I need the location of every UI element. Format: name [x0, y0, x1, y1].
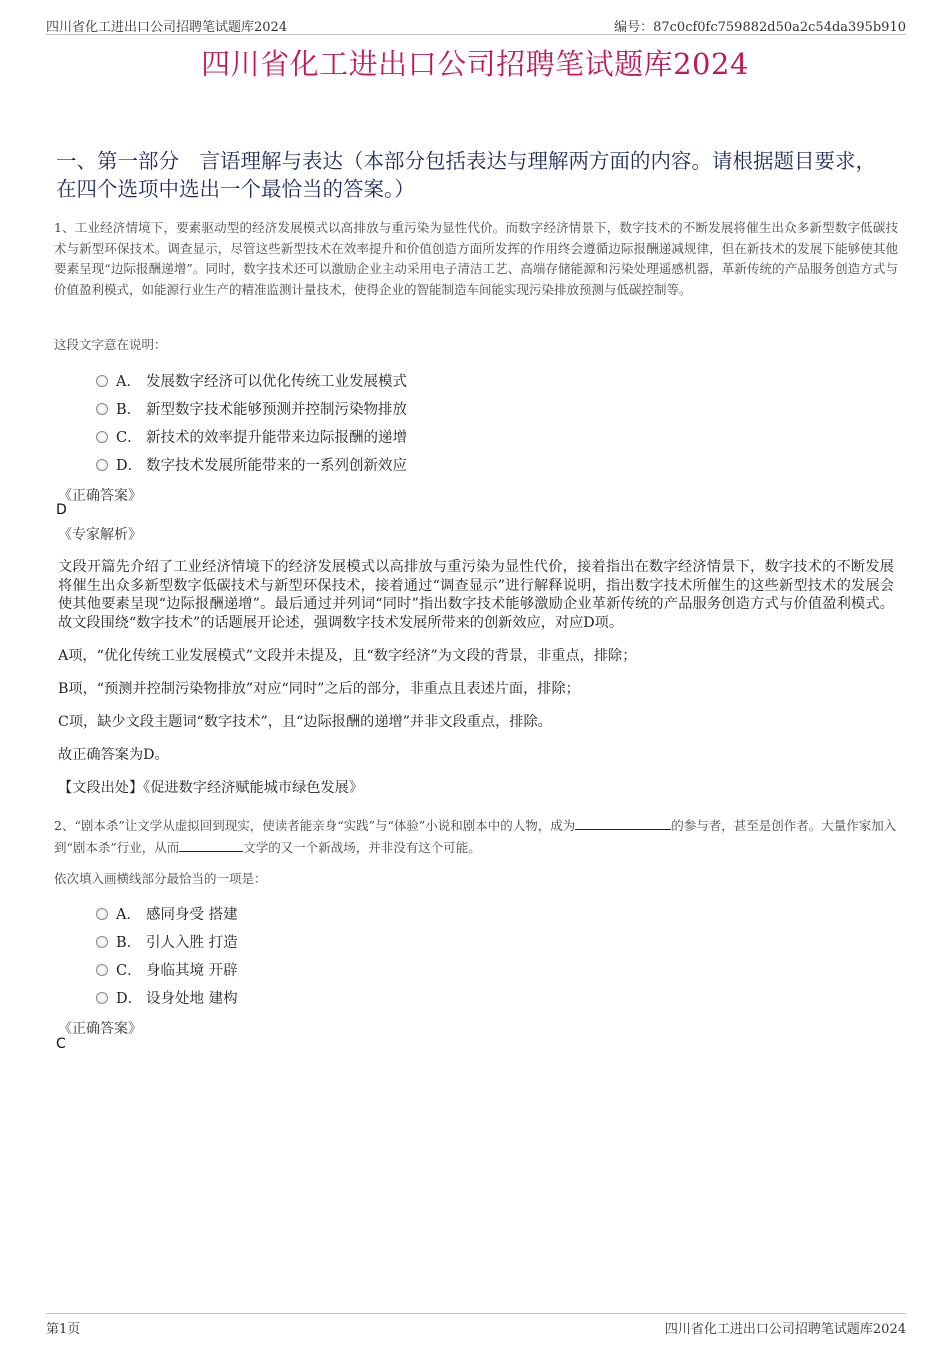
question-2-text — [54, 815, 898, 859]
radio-icon[interactable] — [96, 992, 108, 1004]
question-1-option-d[interactable] — [96, 454, 407, 474]
question-2-answer-label: 《正确答案》 — [58, 1021, 142, 1037]
analysis-paragraph: 文段开篇先介绍了工业经济情境下的经济发展模式以高排放与重污染为显性代价，接着指出在数字经济情景下，数字技术的不断发展将催生出众多新型数字低碳技术与新型环保技术，接着通过“调查显示”进行解释说明，指出数字技术所催生的这些新型技术的发展会使其他要素呈现“边际报酬递增”。最后通过并列词“同时”指出数字技术能够激励企业革新传统的产品服务创造方式与价值盈利模式。故文段围绕“数字技术”的话题展开论述，强调数字技术发展所带来的创新效应，对应D项。 — [58, 559, 894, 631]
option-text: 数字技术发展所能带来的一系列创新效应 — [146, 458, 407, 474]
question-2-option-b[interactable] — [96, 931, 238, 951]
question-2-option-d[interactable] — [96, 987, 238, 1007]
question-2-text-part: 文学的又一个新战场，并非没有这个可能。 — [243, 840, 481, 855]
radio-icon[interactable] — [96, 936, 108, 948]
option-letter: B． — [116, 402, 142, 418]
option-letter: A． — [116, 907, 141, 923]
blank-1 — [575, 817, 671, 830]
question-2-option-c[interactable] — [96, 959, 238, 979]
header-doc-id: 编号：87c0cf0fc759882d50a2c54da395b910 — [614, 20, 906, 35]
footer-doc-title: 四川省化工进出口公司招聘笔试题库2024 — [664, 1322, 906, 1337]
question-1-text: 1、工业经济情境下，要素驱动型的经济发展模式以高排放与重污染为显性代价。而数字经济情景下，数字技术的不断发展将催生出众多新型数字低碳技术与新型环保技术。调查显示，尽管这些新型技术在效率提升和价值创造方面所发挥的作用终会遵循边际报酬递减规律，但在新技术的发展下能够使其他要素呈现“边际报酬递增”。同时，数字技术还可以激励企业主动采用电子清洁工艺、高端存储能源和污染处理遥感机器，革新传统的产品服务创造方式与价值盈利模式，如能源行业生产的精准监测计量技术，使得企业的智能制造车间能实现污染排放预测与低碳控制等。 — [54, 220, 898, 297]
question-1-answer-label: 《正确答案》 — [58, 488, 142, 504]
option-letter: D． — [116, 458, 143, 474]
option-text: 设身处地 建构 — [146, 991, 238, 1007]
radio-icon[interactable] — [96, 908, 108, 920]
question-1-option-a[interactable] — [96, 370, 407, 390]
option-text: 感同身受 搭建 — [146, 907, 238, 923]
option-letter: D． — [116, 991, 143, 1007]
option-letter: B． — [116, 935, 142, 951]
analysis-paragraph: B项，“预测并控制污染物排放”对应“同时”之后的部分，非重点且表述片面，排除； — [58, 681, 580, 697]
option-letter: A． — [116, 374, 141, 390]
page-header — [46, 14, 906, 35]
question-1-option-c[interactable] — [96, 426, 407, 446]
option-text: 发展数字经济可以优化传统工业发展模式 — [146, 374, 407, 390]
blank-2 — [179, 839, 243, 852]
question-1-analysis-label: 《专家解析》 — [58, 527, 142, 543]
radio-icon[interactable] — [96, 375, 108, 387]
passage-source: 【文段出处】《促进数字经济赋能城市绿色发展》 — [58, 780, 364, 796]
question-2-text-part: 2、“剧本杀”让文学从虚拟回到现实，使读者能亲身“实践”与“体验”小说和剧本中的人物，成为 — [54, 818, 576, 833]
question-1-stem: 这段文字意在说明： — [54, 337, 167, 352]
question-2-answer: C — [56, 1036, 66, 1052]
option-letter: C． — [116, 963, 142, 979]
page-number: 第1页 — [46, 1322, 81, 1337]
page-footer — [46, 1313, 906, 1337]
option-text: 新技术的效率提升能带来边际报酬的递增 — [146, 430, 407, 446]
question-1-answer: D — [56, 502, 67, 518]
analysis-paragraph: A项，“优化传统工业发展模式”文段并未提及，且“数字经济”为文段的背景，非重点，排除； — [58, 648, 637, 664]
page-title: 四川省化工进出口公司招聘笔试题库2024 — [201, 47, 749, 81]
header-doc-title: 四川省化工进出口公司招聘笔试题库2024 — [46, 20, 288, 35]
radio-icon[interactable] — [96, 403, 108, 415]
section-heading: 一、第一部分 言语理解与表达（本部分包括表达与理解两方面的内容。请根据题目要求，在四个选项中选出一个最恰当的答案。） — [56, 149, 876, 201]
analysis-paragraph: 故正确答案为D。 — [58, 747, 169, 763]
question-2-text-part: 的参与者，甚至是创作者。大量作家加入到“剧本杀”行业，从而 — [54, 818, 897, 855]
question-2-stem: 依次填入画横线部分最恰当的一项是： — [54, 871, 267, 886]
question-1-option-b[interactable] — [96, 398, 407, 418]
radio-icon[interactable] — [96, 431, 108, 443]
question-2-option-a[interactable] — [96, 903, 238, 923]
radio-icon[interactable] — [96, 964, 108, 976]
option-text: 引人入胜 打造 — [146, 935, 238, 951]
radio-icon[interactable] — [96, 459, 108, 471]
analysis-paragraph: C项，缺少文段主题词“数字技术”，且“边际报酬的递增”并非文段重点，排除。 — [58, 714, 552, 730]
option-text: 新型数字技术能够预测并控制污染物排放 — [146, 402, 407, 418]
option-letter: C． — [116, 430, 142, 446]
option-text: 身临其境 开辟 — [146, 963, 238, 979]
